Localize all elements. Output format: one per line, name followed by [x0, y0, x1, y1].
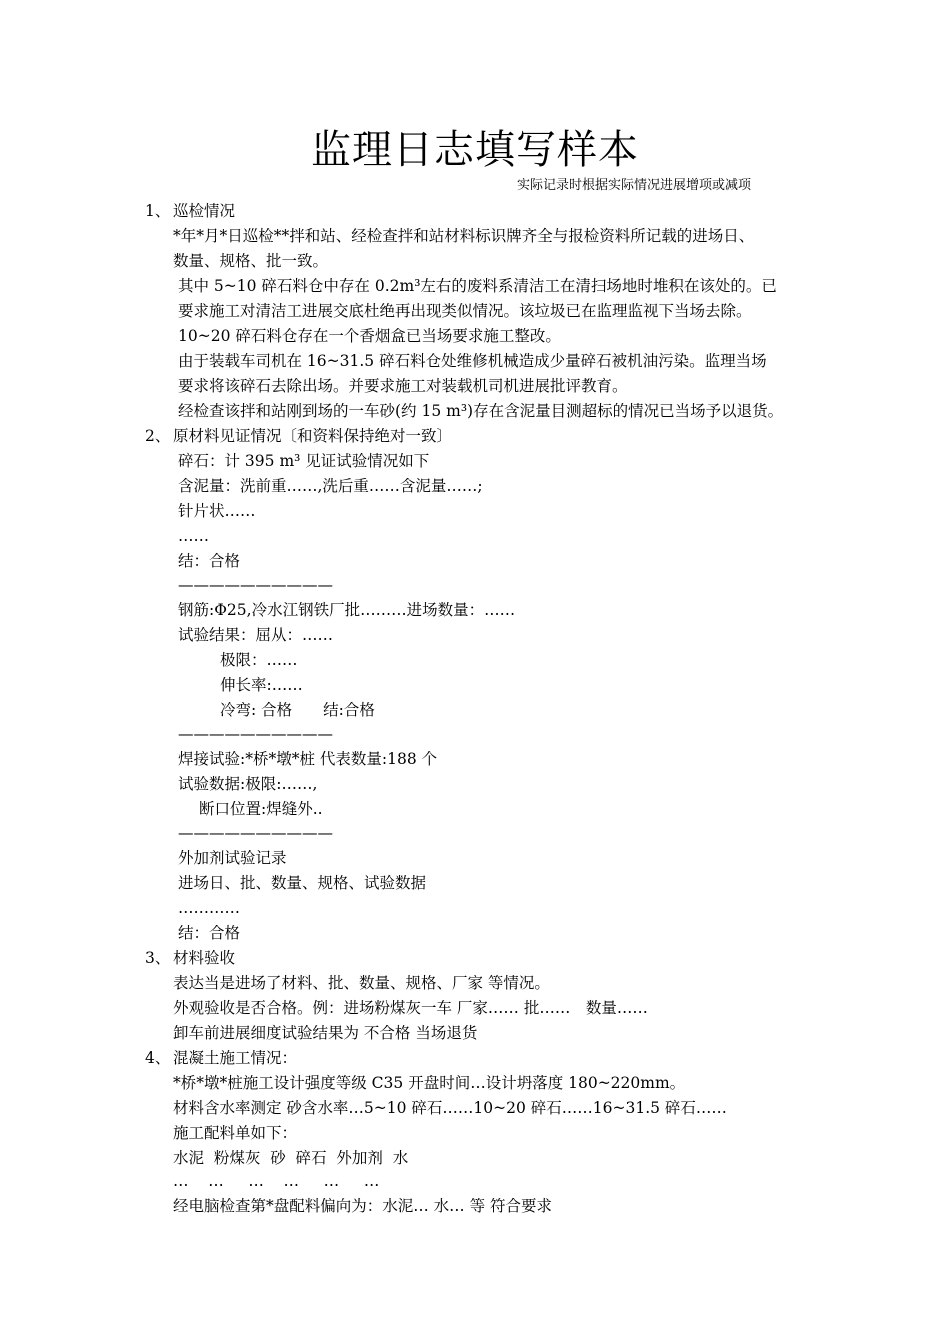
section-4-line: *桥*墩*桩施工设计强度等级 C35 开盘时间…设计坍落度 180~220mm。	[173, 1074, 686, 1092]
section-4-line: 材料含水率测定 砂含水率…5~10 碎石……10~20 碎石……16~31.5 碎石……	[173, 1099, 727, 1117]
section-2-line: 焊接试验:*桥*墩*桩 代表数量:188 个	[178, 750, 438, 768]
section-4-number: 4、	[145, 1049, 171, 1067]
section-2-line: 伸长率:……	[220, 676, 303, 694]
section-3-line: 外观验收是否合格。例：进场粉煤灰一车 厂家…… 批…… 数量……	[173, 999, 648, 1017]
section-2-line: 碎石：计 395 m³ 见证试验情况如下	[178, 452, 430, 470]
section-2-line: 进场日、批、数量、规格、试验数据	[178, 874, 427, 892]
section-2-line: 结：合格	[178, 924, 241, 942]
section-2-number: 2、	[145, 427, 171, 445]
section-2-line: 结：合格	[178, 552, 241, 570]
section-1-line: 要求施工对清洁工进展交底杜绝再出现类似情况。该垃圾已在监理监视下当场去除。	[178, 302, 752, 320]
section-2-line: 针片状……	[178, 502, 256, 520]
section-3-heading: 材料验收	[173, 949, 236, 967]
section-2-line: 极限：……	[220, 651, 298, 669]
section-1-line: 10~20 碎石料仓存在一个香烟盒已当场要求施工整改。	[178, 327, 561, 345]
section-1-line: *年*月*日巡检**拌和站、经检查拌和站材料标识牌齐全与报检资料所记载的进场日、	[173, 227, 755, 245]
section-2-line: 钢筋:Φ25,冷水江钢铁厂批………进场数量：……	[178, 601, 516, 619]
section-2-line: ……	[178, 527, 209, 545]
section-1-line: 要求将该碎石去除出场。并要求施工对装载机司机进展批评教育。	[178, 377, 628, 395]
section-2-line: 断口位置:焊缝外..	[199, 800, 323, 818]
dash-separator: ——————————	[178, 576, 333, 594]
section-4-line: … … … … … …	[173, 1172, 380, 1190]
document-subtitle: 实际记录时根据实际情况进展增项或减项	[517, 178, 752, 193]
section-1-line: 经检查该拌和站刚到场的一车砂(约 15 m³)存在含泥量目测超标的情况已当场予以退货。	[178, 402, 784, 420]
section-1-line: 数量、规格、批一致。	[173, 252, 329, 270]
dash-separator: ——————————	[178, 824, 333, 842]
dash-separator: ——————————	[178, 725, 333, 743]
section-4-line: 经电脑检查第*盘配料偏向为：水泥… 水… 等 符合要求	[173, 1197, 553, 1215]
section-2-line: 试验结果：屈从：……	[178, 626, 334, 644]
section-2-line: 含泥量：洗前重……,洗后重……含泥量……;	[178, 477, 483, 495]
section-3-line: 表达当是进场了材料、批、数量、规格、厂家 等情况。	[173, 974, 550, 992]
section-1-number: 1、	[145, 202, 171, 220]
section-2-heading: 原材料见证情况〔和资料保持绝对一致〕	[173, 427, 453, 445]
section-1-line: 由于装载车司机在 16~31.5 碎石料仓处维修机械造成少量碎石被机油污染。监理当场	[178, 352, 767, 370]
document-title: 监理日志填写样本	[311, 127, 639, 173]
section-4-line: 施工配料单如下：	[173, 1124, 298, 1142]
section-1-heading: 巡检情况	[173, 202, 236, 220]
section-2-line: 试验数据:极限:……,	[178, 775, 318, 793]
section-1-line: 其中 5~10 碎石料仓中存在 0.2m³左右的废料系清洁工在清扫场地时堆积在该处的。已	[178, 277, 777, 295]
section-2-line: 外加剂试验记录	[178, 849, 287, 867]
section-2-line: …………	[178, 899, 240, 917]
section-4-line: 水泥 粉煤灰 砂 碎石 外加剂 水	[173, 1149, 409, 1167]
section-4-heading: 混凝土施工情况：	[173, 1049, 298, 1067]
section-2-line: 冷弯: 合格 结:合格	[220, 701, 375, 719]
section-3-line: 卸车前进展细度试验结果为 不合格 当场退货	[173, 1024, 478, 1042]
section-3-number: 3、	[145, 949, 171, 967]
